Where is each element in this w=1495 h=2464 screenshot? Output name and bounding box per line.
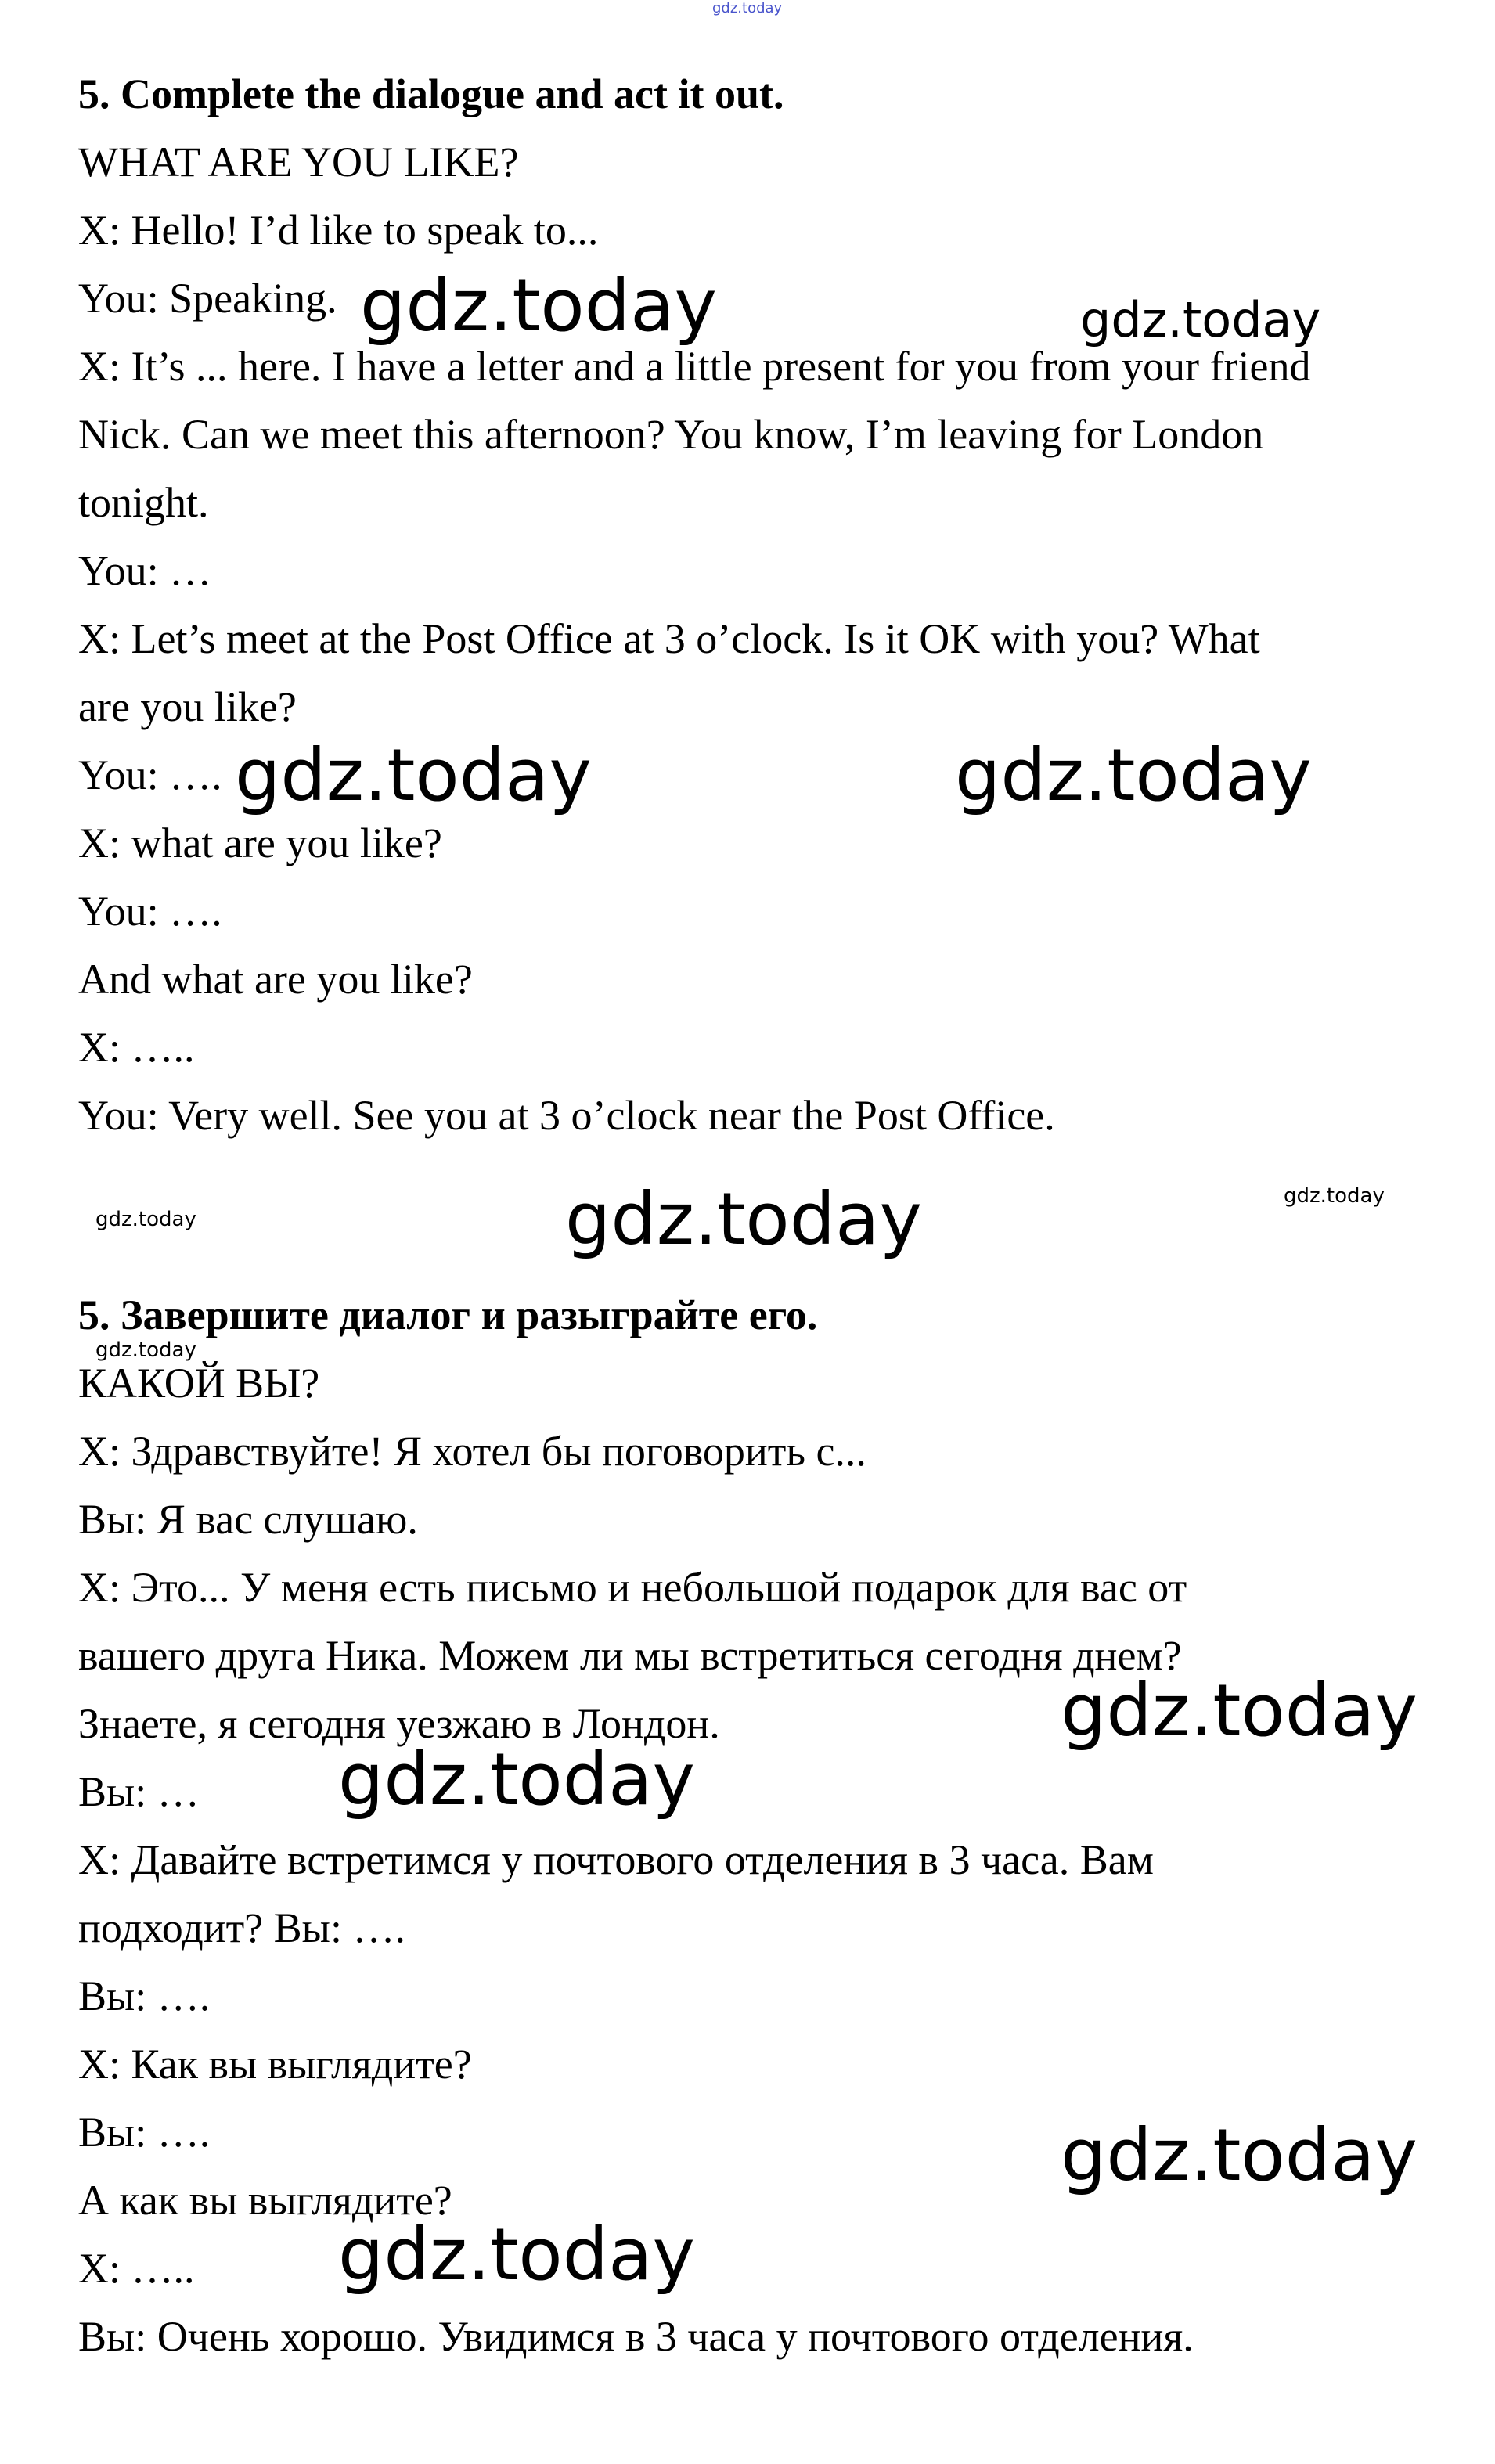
dialogue-line: You: Very well. See you at 3 o’clock near the Post Office. (78, 1092, 1055, 1139)
watermark: gdz.today (1284, 1184, 1385, 1208)
watermark: gdz.today (1061, 1669, 1418, 1753)
watermark: gdz.today (1061, 2113, 1418, 2197)
dialogue-line: You: …. (78, 751, 222, 798)
dialogue-line: Вы: Я вас слушаю. (78, 1496, 418, 1543)
watermark: gdz.today (338, 2213, 695, 2296)
dialogue-line: You: Speaking. (78, 275, 337, 322)
dialogue-line: Вы: …. (78, 1972, 211, 2019)
watermark: gdz.today (712, 0, 783, 16)
watermark: gdz.today (95, 1208, 196, 1231)
dialogue-line: X: Let’s meet at the Post Office at 3 o’clock. Is it OK with you? What (78, 615, 1260, 662)
watermark: gdz.today (95, 1338, 196, 1362)
dialogue-line: are you like? (78, 683, 297, 730)
dialogue-line: Вы: Очень хорошо. Увидимся в 3 часа у почтового отделения. (78, 2313, 1194, 2360)
dialogue-line: Знаете, я сегодня уезжаю в Лондон. (78, 1700, 720, 1747)
dialogue-line: X: It’s ... here. I have a letter and a little present for you from your friend (78, 343, 1311, 390)
watermark: gdz.today (565, 1177, 922, 1261)
dialogue-line: X: ….. (78, 2245, 195, 2292)
dialogue-title-ru: КАКОЙ ВЫ? (78, 1360, 320, 1407)
dialogue-title-en: WHAT ARE YOU LIKE? (78, 139, 519, 186)
dialogue-line: А как вы выглядите? (78, 2177, 452, 2224)
dialogue-line: Nick. Can we meet this afternoon? You know, I’m leaving for London (78, 411, 1264, 458)
dialogue-line: Вы: … (78, 1768, 200, 1815)
dialogue-line: X: ….. (78, 1024, 195, 1071)
dialogue-line: X: Это... У меня есть письмо и небольшой подарок для вас от (78, 1564, 1187, 1611)
exercise-heading-ru: 5. Завершите диалог и разыграйте его. (78, 1291, 818, 1338)
watermark: gdz.today (1080, 291, 1321, 348)
exercise-heading-en: 5. Complete the dialogue and act it out. (78, 70, 784, 117)
watermark: gdz.today (338, 1738, 695, 1821)
dialogue-line: And what are you like? (78, 956, 473, 1003)
dialogue-line: You: …. (78, 888, 222, 935)
watermark: gdz.today (955, 733, 1312, 817)
watermark: gdz.today (360, 264, 717, 348)
dialogue-line: подходит? Вы: …. (78, 1904, 405, 1951)
dialogue-line: X: Здравствуйте! Я хотел бы поговорить с... (78, 1428, 866, 1475)
dialogue-line: X: Давайте встретимся у почтового отделения в 3 часа. Вам (78, 1836, 1154, 1883)
dialogue-line: X: what are you like? (78, 820, 442, 866)
dialogue-line: tonight. (78, 479, 209, 526)
dialogue-line: You: … (78, 547, 212, 594)
watermark: gdz.today (235, 733, 592, 817)
dialogue-line: Вы: …. (78, 2109, 211, 2156)
dialogue-line: X: Hello! I’d like to speak to... (78, 207, 599, 254)
dialogue-line: вашего друга Ника. Можем ли мы встретиться сегодня днем? (78, 1632, 1182, 1679)
dialogue-line: X: Как вы выглядите? (78, 2041, 472, 2088)
